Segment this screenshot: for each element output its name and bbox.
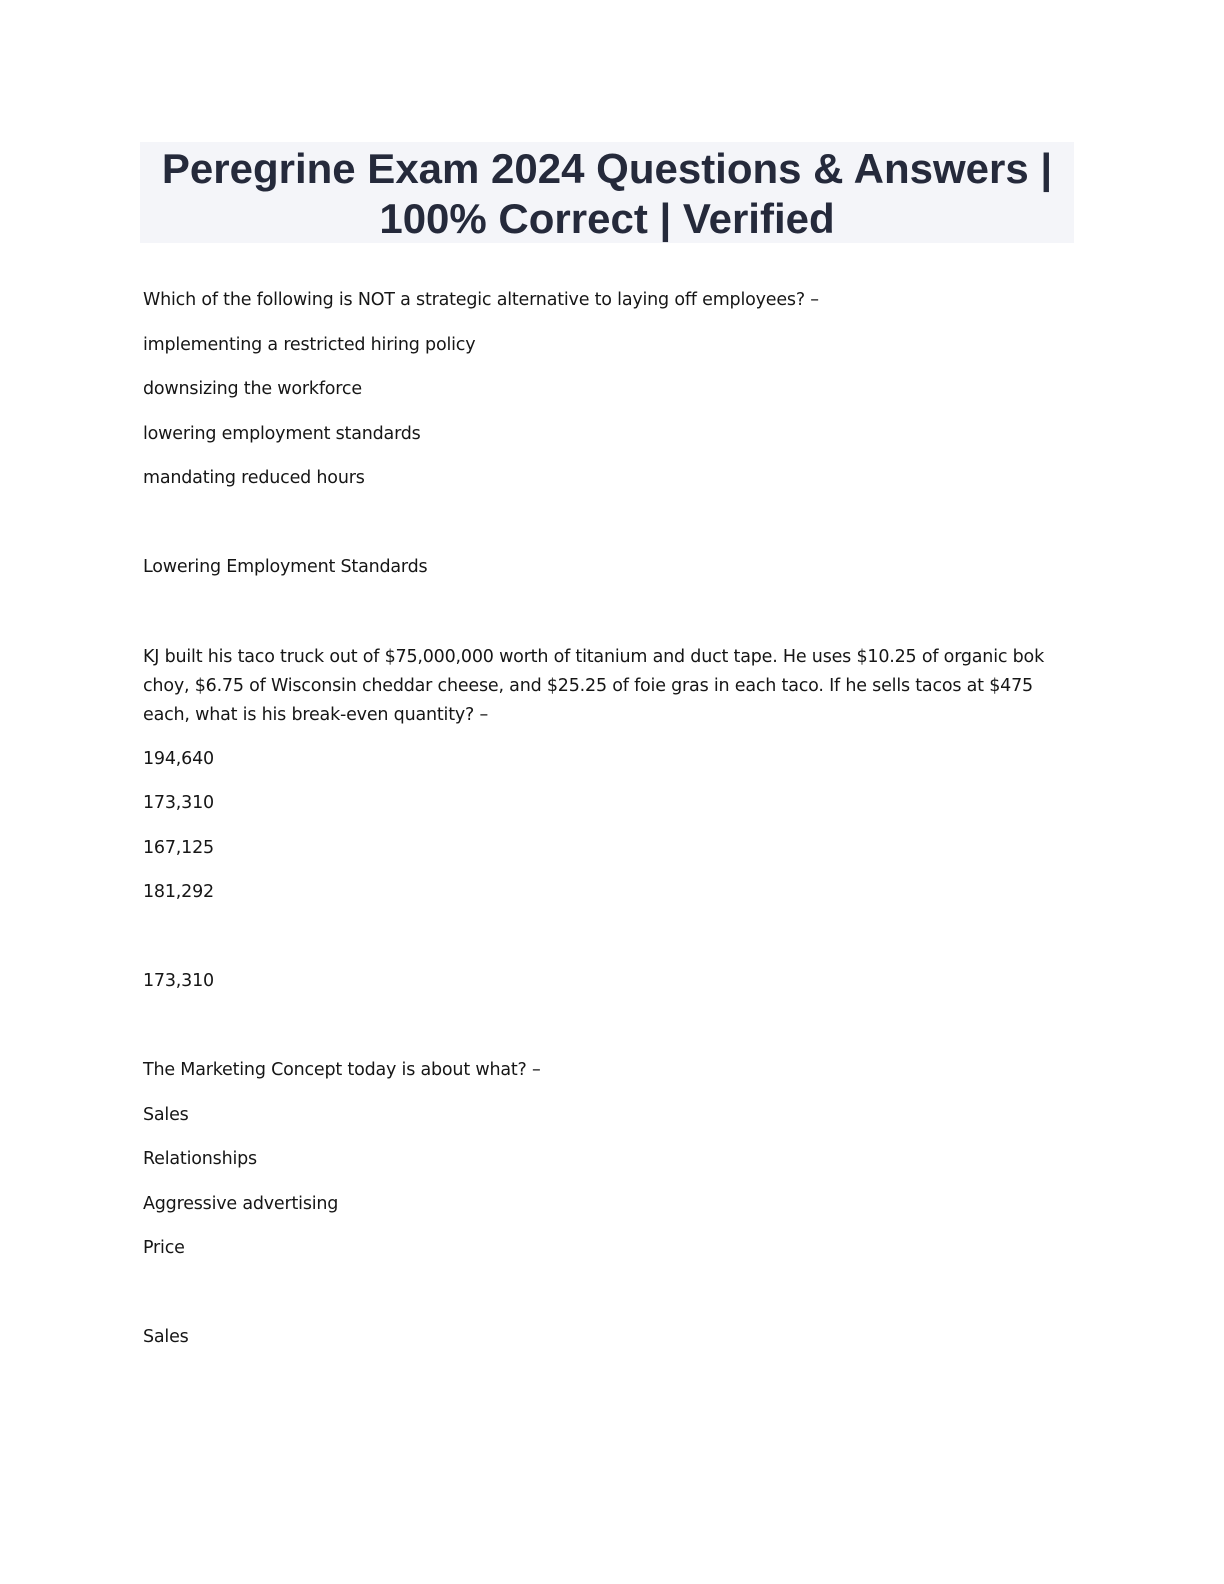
title-line-2: 100% Correct | Verified [379, 195, 835, 242]
title-line-1: Peregrine Exam 2024 Questions & Answers | [161, 145, 1053, 192]
question-2-text: KJ built his taco truck out of $75,000,000 worth of titanium and duct tape. He uses $10.25 of organic bok choy, $6.75 of Wisconsin cheddar cheese, and $25.25 of foie gras in each taco. If he sells tacos at $475 each, what is his break-even quantity? – [143, 647, 1044, 725]
question-1-text: Which of the following is NOT a strategic alternative to laying off employees? – [143, 290, 819, 310]
question-2-answer: 173,310 [143, 971, 214, 991]
question-1-option-3: lowering employment standards [143, 424, 421, 444]
question-2-option-2: 173,310 [143, 793, 214, 813]
question-3-option-4: Price [143, 1238, 185, 1258]
question-1-option-4: mandating reduced hours [143, 468, 365, 488]
question-2-option-1: 194,640 [143, 749, 214, 769]
question-3-option-1: Sales [143, 1105, 189, 1125]
question-1-option-1: implementing a restricted hiring policy [143, 335, 476, 355]
question-2-option-4: 181,292 [143, 882, 214, 902]
question-1-answer: Lowering Employment Standards [143, 557, 428, 577]
question-2-option-3: 167,125 [143, 838, 214, 858]
question-3-text: The Marketing Concept today is about what? – [143, 1060, 541, 1080]
question-3-option-2: Relationships [143, 1149, 257, 1169]
question-3-option-3: Aggressive advertising [143, 1194, 339, 1214]
document-title [140, 142, 1074, 243]
question-1-option-2: downsizing the workforce [143, 379, 362, 399]
question-3-answer: Sales [143, 1327, 189, 1347]
